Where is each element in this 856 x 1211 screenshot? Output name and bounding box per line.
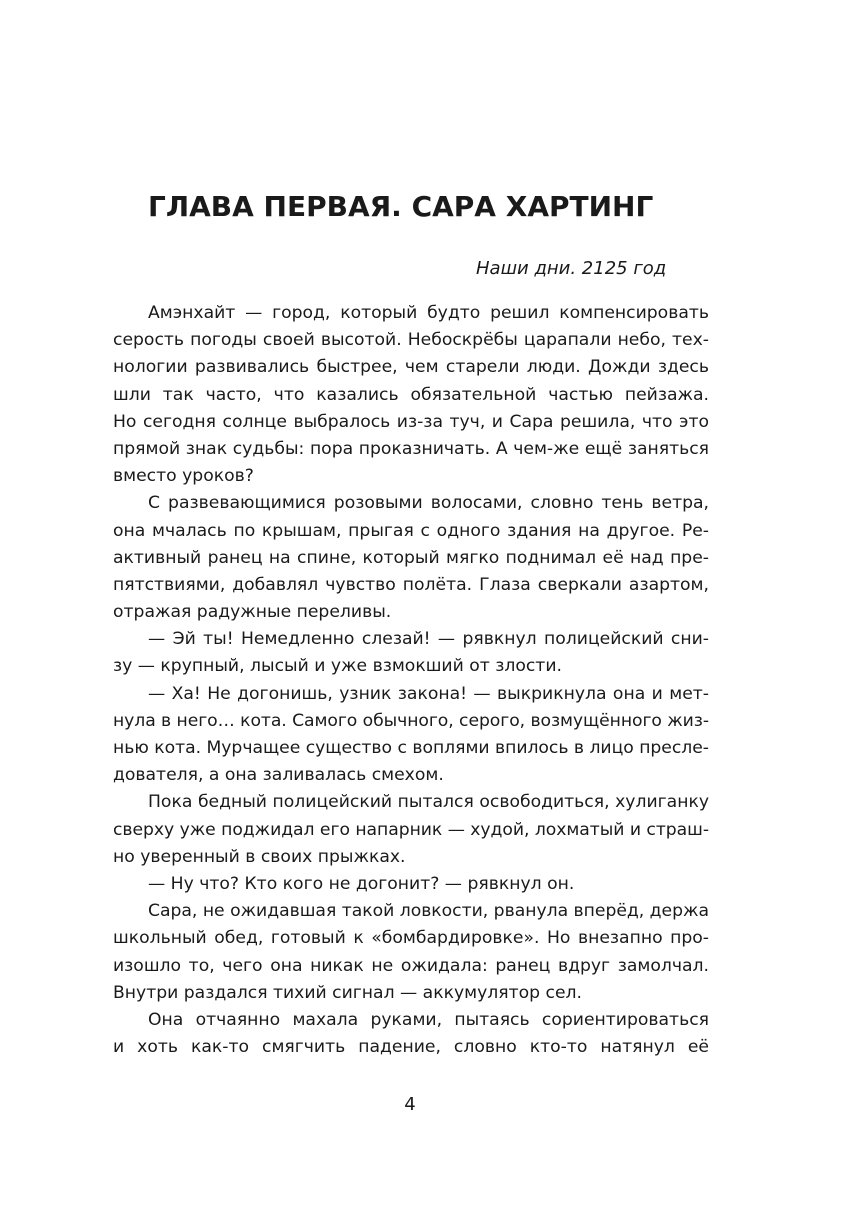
- body-text: [113, 300, 709, 1061]
- text-line: пятствиями, добавлял чувство полёта. Глаза сверкали азартом,: [113, 574, 709, 595]
- text-line: Она отчаянно махала руками, пытаясь сориентироваться: [148, 1009, 709, 1030]
- text-line: Амэнхайт — город, который будто решил компенсировать: [148, 303, 709, 323]
- text-line: Пока бедный полицейский пытался освободиться, хулиганку: [148, 792, 709, 813]
- text-line: — Ха! Не догонишь, узник закона! — выкрикнула она и мет-: [148, 683, 709, 704]
- text-line: — Ну что? Кто кого не догонит? — рявкнул он.: [148, 873, 575, 894]
- text-line: активный ранец на спине, который мягко поднимал её над пре-: [113, 547, 709, 568]
- text-line: школьный обед, готовый к «бомбардировке». Но внезапно про-: [113, 928, 709, 949]
- text-line: она мчалась по крышам, прыгая с одного здания на другое. Ре-: [113, 520, 709, 541]
- text-line: Сара, не ожидавшая такой ловкости, рванула вперёд, держа: [148, 901, 709, 922]
- text-line: шли так часто, что казались обязательной частью пейзажа.: [113, 384, 709, 405]
- text-line: отражая радужные переливы.: [113, 602, 392, 623]
- text-line: С развевающимися розовыми волосами, словно тень ветра,: [148, 493, 709, 514]
- text-line: но уверенный в своих прыжках.: [113, 846, 406, 867]
- text-line: нула в него… кота. Самого обычного, серого, возмущённого жиз-: [113, 710, 709, 731]
- text-line: дователя, а она заливалась смехом.: [113, 765, 444, 786]
- text-line: вместо уроков?: [113, 466, 254, 487]
- text-line: прямой знак судьбы: пора проказничать. А чем-же ещё заняться: [113, 438, 709, 459]
- text-line: зу — крупный, лысый и уже взмокший от злости.: [113, 656, 562, 677]
- text-line: — Эй ты! Немедленно слезай! — рявкнул полицейский сни-: [148, 629, 709, 650]
- text-line: и хоть как-то смягчить падение, словно кто-то натянул её: [113, 1037, 709, 1058]
- text-line: Но сегодня солнце выбралось из-за туч, и Сара решила, что это: [113, 411, 709, 432]
- text-line: серость погоды своей высотой. Небоскрёбы царапали небо, тех-: [113, 330, 709, 351]
- text-line: сверху уже поджидал его напарник — худой, лохматый и страш-: [113, 819, 709, 840]
- text-line: нью кота. Мурчащее существо с воплями впилось в лицо пресле-: [113, 738, 709, 758]
- epigraph: Наши дни. 2125 год: [476, 258, 667, 279]
- text-line: изошло то, чего она никак не ожидала: ранец вдруг замолчал.: [113, 955, 709, 976]
- text-line: Внутри раздался тихий сигнал — аккумулятор сел.: [113, 982, 582, 1003]
- chapter-title: ГЛАВА ПЕРВАЯ. САРА ХАРТИНГ: [148, 190, 654, 223]
- page-number: 4: [404, 1094, 416, 1115]
- text-line: нологии развивались быстрее, чем старели люди. Дожди здесь: [113, 357, 709, 378]
